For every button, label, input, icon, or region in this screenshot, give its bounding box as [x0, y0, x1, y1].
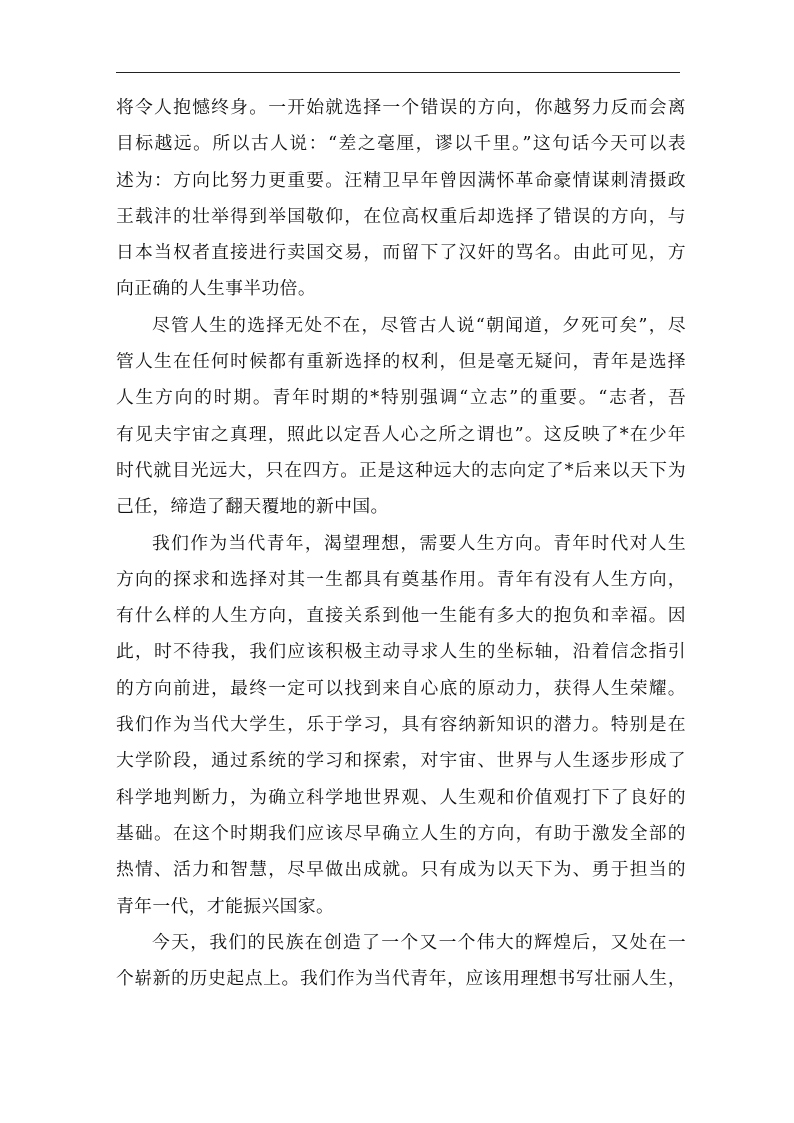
- text-line: 我们作为当代大学生，乐于学习，具有容纳新知识的潜力。特别是在: [116, 714, 686, 736]
- text-line: 此，时不待我，我们应该积极主动寻求人生的坐标轴，沿着信念指引: [116, 641, 686, 663]
- text-line: 的方向前进，最终一定可以找到来自心底的原动力，获得人生荣耀。: [116, 677, 686, 699]
- text-line: 管人生在任何时候都有重新选择的权利，但是毫无疑问，青年是选择: [116, 351, 686, 373]
- text-line: 日本当权者直接进行卖国交易，而留下了汉奸的骂名。由此可见，方: [116, 242, 686, 264]
- text-line: 有什么样的人生方向，直接关系到他一生能有多大的抱负和幸福。因: [116, 605, 686, 627]
- text-line: 基础。在这个时期我们应该尽早确立人生的方向，有助于激发全部的: [116, 822, 686, 844]
- text-line: 向正确的人生事半功倍。: [116, 278, 316, 300]
- text-line: 目标越远。所以古人说：“差之毫厘，谬以千里。”这句话今天可以表: [116, 133, 686, 155]
- text-line: 科学地判断力，为确立科学地世界观、人生观和价值观打下了良好的: [116, 786, 686, 808]
- text-line: 今天，我们的民族在创造了一个又一个伟大的辉煌后，又处在一: [152, 931, 686, 953]
- text-line: 有见夫宇宙之真理，照此以定吾人心之所之谓也”。这反映了*在少年: [116, 423, 686, 445]
- paragraph-4: [116, 925, 686, 998]
- text-line: 大学阶段，通过系统的学习和探索，对宇宙、世界与人生逐步形成了: [116, 750, 686, 772]
- text-line: 人生方向的时期。青年时期的*特别强调“立志”的重要。“志者，吾: [116, 387, 686, 409]
- paragraph-3: [116, 526, 686, 925]
- text-line: 方向的探求和选择对其一生都具有奠基作用。青年有没有人生方向，: [116, 568, 686, 590]
- text-line: 热情、活力和智慧，尽早做出成就。只有成为以天下为、勇于担当的: [116, 859, 686, 881]
- text-line: 己任，缔造了翻天覆地的新中国。: [116, 496, 389, 518]
- text-line: 将令人抱憾终身。一开始就选择一个错误的方向，你越努力反而会离: [116, 97, 686, 118]
- body-text: [116, 90, 686, 997]
- header-rule: [116, 72, 680, 73]
- text-line: 王载沣的壮举得到举国敬仰，在位高权重后却选择了错误的方向，与: [116, 205, 686, 227]
- text-line: 尽管人生的选择无处不在，尽管古人说“朝闻道，夕死可矣”，尽: [152, 314, 686, 336]
- text-line: 时代就目光远大，只在四方。正是这种远大的志向定了*后来以天下为: [116, 459, 686, 481]
- text-line: 个崭新的历史起点上。我们作为当代青年，应该用理想书写壮丽人生，: [116, 968, 686, 990]
- text-line: 我们作为当代青年，渴望理想，需要人生方向。青年时代对人生: [152, 532, 686, 554]
- paragraph-1: [116, 90, 686, 308]
- text-line: 青年一代，才能振兴国家。: [116, 895, 335, 917]
- paragraph-2: [116, 308, 686, 526]
- text-line: 述为：方向比努力更重要。汪精卫早年曾因满怀革命豪情谋刺清摄政: [116, 169, 686, 191]
